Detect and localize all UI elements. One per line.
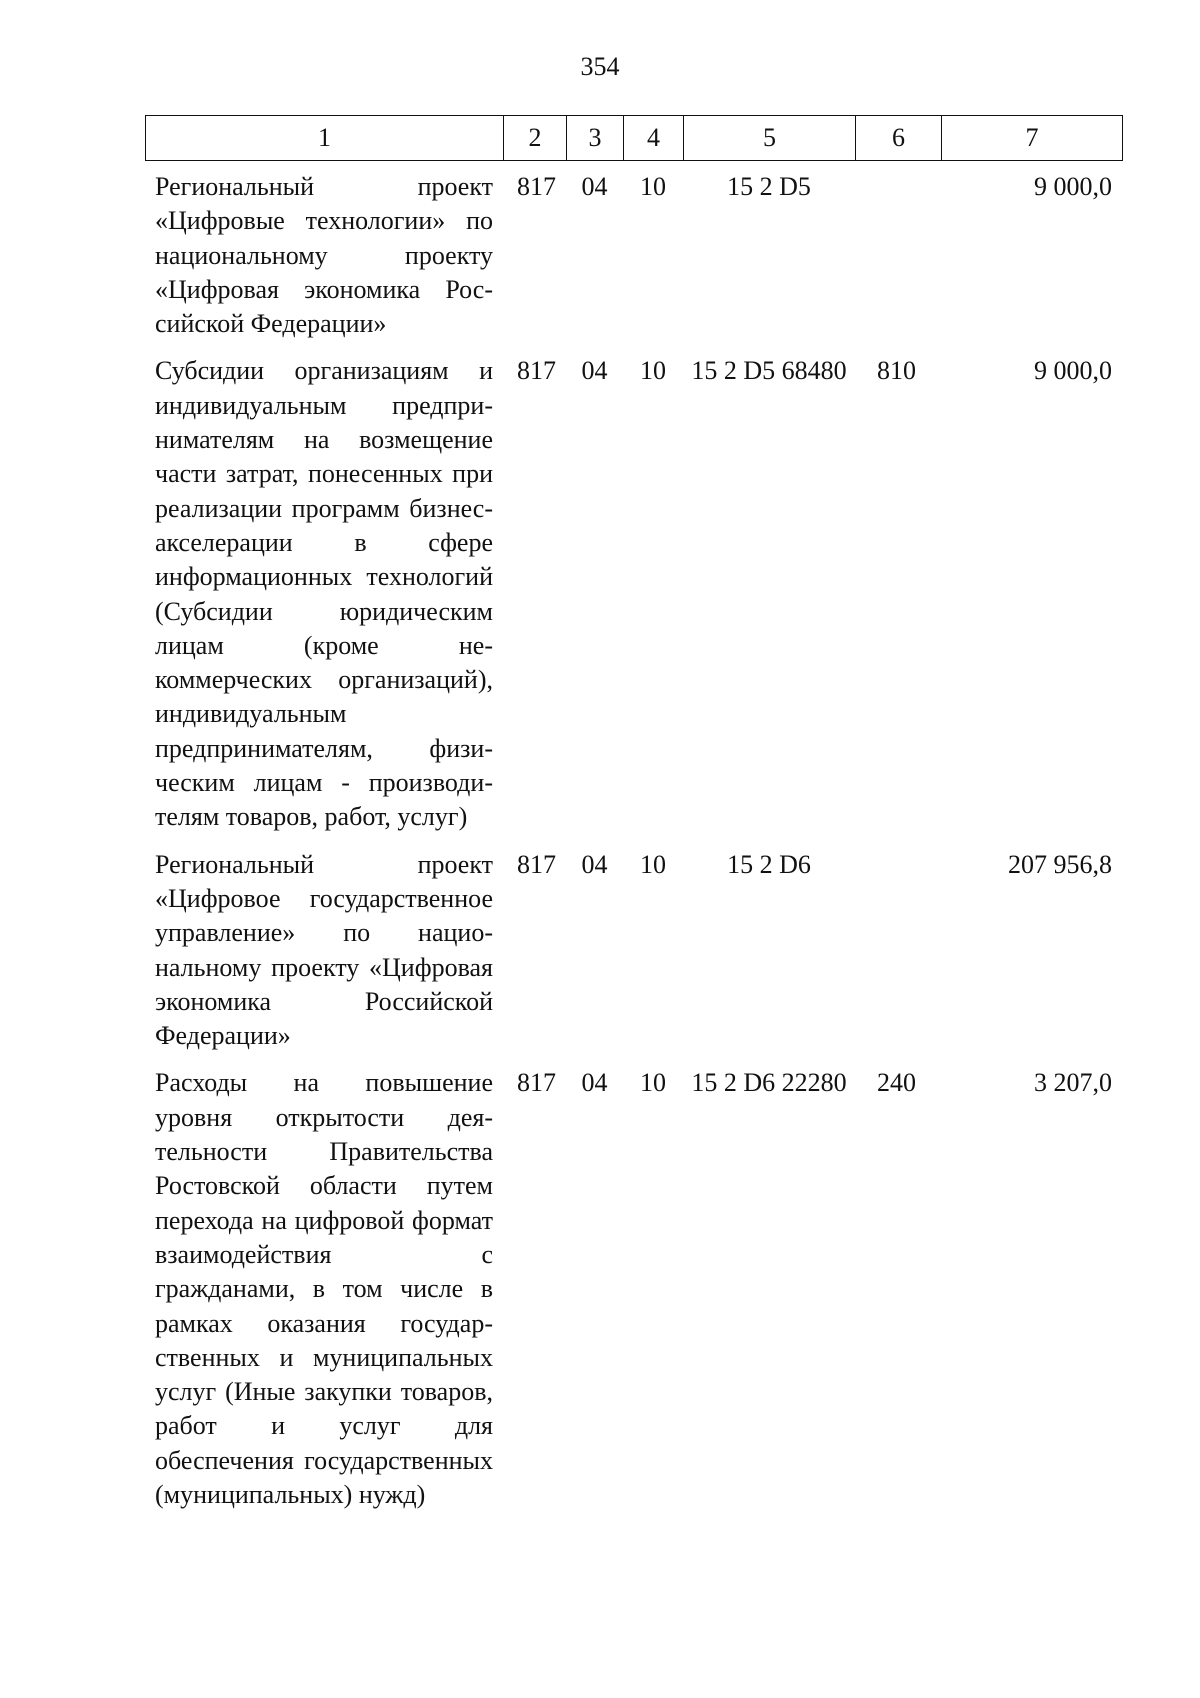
header-cell-2: 2 [504, 116, 567, 161]
row-expense-type [855, 848, 941, 1067]
table-row [145, 170, 1122, 354]
row-description: Субсидии организациям и индивидуальным предпринимателям на возмещение части затрат, понесенных при реализации программ бизнес-акселерации в сфере информационных технологий (Субсидии юридическим лицам (кроме некоммерческих организаций), индивидуальным предпринимателям, физическим лицам - производителям товаров, работ, услуг) [155, 356, 493, 832]
header-row [146, 116, 1123, 161]
row-target-article: 15 2 D5 [727, 172, 811, 201]
table-header [145, 115, 1123, 161]
page-number: 354 [580, 52, 620, 81]
row-expense-type: 240 [877, 1068, 916, 1098]
header-cell-7: 7 [942, 116, 1123, 161]
budget-table [145, 170, 1122, 1525]
row-ministry-code: 817 [517, 1068, 556, 1098]
row-amount: 3 207,0 [1034, 1068, 1112, 1098]
header-cell-1: 1 [146, 116, 504, 161]
row-expense-type [855, 170, 941, 354]
row-section-code: 04 [581, 356, 608, 386]
header-cell-4: 4 [624, 116, 684, 161]
row-section-code: 04 [581, 172, 608, 201]
row-amount: 9 000,0 [1034, 356, 1112, 386]
header-cell-5: 5 [684, 116, 856, 161]
row-ministry-code: 817 [517, 172, 556, 201]
header-cell-3: 3 [567, 116, 624, 161]
row-amount: 9 000,0 [1034, 172, 1112, 201]
row-subsection-code: 10 [640, 356, 666, 386]
row-subsection-code: 10 [640, 849, 666, 879]
table-row [145, 848, 1122, 1067]
table-row [145, 1066, 1122, 1525]
row-description: Региональный проект «Цифровое государственное управление» по национальному проекту «Цифровая экономика Российской Федерации» [155, 849, 493, 1051]
row-target-article: 15 2 D6 22280 [691, 1068, 847, 1098]
row-ministry-code: 817 [517, 356, 556, 386]
row-description: Расходы на повышение уровня открытости деятельности Правительства Ростовской области путем перехода на цифровой формат взаимодействия с гражданами, в том числе в рамках оказания государственных и муниципальных услуг (Иные закупки товаров, работ и услуг для обеспечения государственных (муниципальных) нужд) [155, 1068, 493, 1509]
row-subsection-code: 10 [640, 172, 666, 201]
header-cell-6: 6 [856, 116, 942, 161]
row-section-code: 04 [581, 849, 608, 879]
row-ministry-code: 817 [517, 849, 556, 879]
row-target-article: 15 2 D5 68480 [691, 356, 847, 386]
row-expense-type: 810 [877, 356, 916, 386]
row-description: Региональный проект «Цифровые технологии» по национальному проекту «Цифровая экономика Российской Федерации» [155, 172, 493, 339]
row-section-code: 04 [581, 1068, 608, 1098]
row-amount: 207 956,8 [1008, 849, 1112, 879]
table-row [145, 354, 1122, 847]
row-target-article: 15 2 D6 [727, 849, 811, 879]
row-subsection-code: 10 [640, 1068, 666, 1098]
